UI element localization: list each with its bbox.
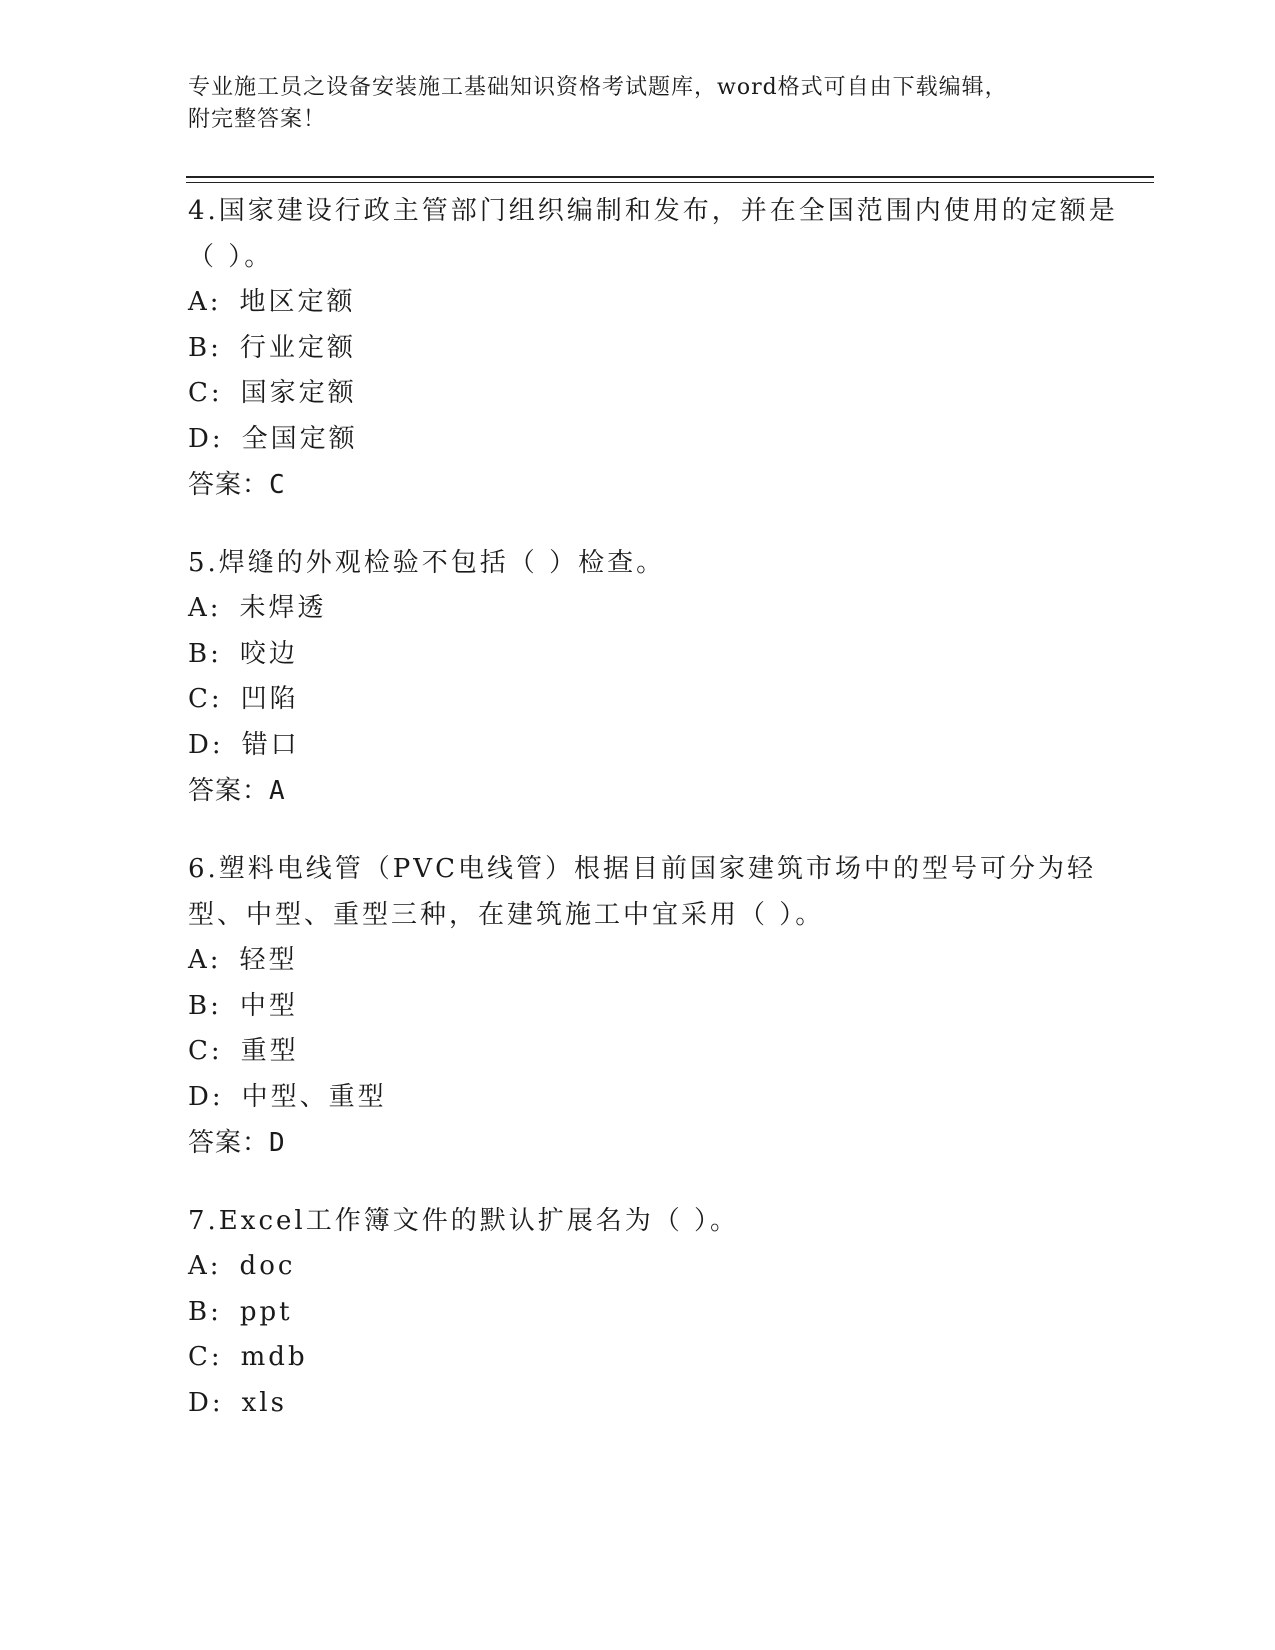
answer-value: C bbox=[269, 470, 286, 500]
option-letter: B: bbox=[188, 638, 222, 669]
option-letter: A: bbox=[188, 1251, 222, 1281]
option-letter: D: bbox=[188, 1387, 224, 1418]
option-text: 中型、重型 bbox=[241, 1081, 387, 1112]
question-list bbox=[188, 188, 1128, 1458]
option-text: 重型 bbox=[240, 1036, 299, 1066]
option-letter: A: bbox=[188, 945, 222, 975]
option-letter: B: bbox=[188, 332, 222, 363]
option-text: 未焊透 bbox=[239, 593, 327, 623]
answer-line bbox=[188, 462, 1128, 508]
option-text: 全国定额 bbox=[241, 423, 358, 454]
option-letter: D: bbox=[188, 729, 224, 760]
option-b bbox=[188, 984, 1128, 1030]
option-letter: D: bbox=[188, 1081, 224, 1112]
answer-label: 答案： bbox=[188, 776, 270, 806]
answer-value: A bbox=[269, 776, 286, 806]
option-d bbox=[188, 1381, 1128, 1427]
option-letter: C: bbox=[188, 684, 223, 714]
option-letter: A: bbox=[188, 593, 222, 623]
option-text: 凹陷 bbox=[240, 684, 299, 714]
option-text: xls bbox=[241, 1387, 287, 1418]
option-text: 错口 bbox=[241, 729, 300, 760]
option-a bbox=[188, 280, 1128, 326]
question-7 bbox=[188, 1198, 1128, 1426]
option-c bbox=[188, 1029, 1128, 1075]
header-line-1: 专业施工员之设备安装施工基础知识资格考试题库，word格式可自由下载编辑， bbox=[188, 75, 1008, 100]
option-letter: C: bbox=[188, 378, 223, 408]
option-text: mdb bbox=[240, 1342, 308, 1372]
question-4 bbox=[188, 188, 1128, 508]
option-c bbox=[188, 1335, 1128, 1381]
question-stem: 4.国家建设行政主管部门组织编制和发布，并在全国范围内使用的定额是（ ）。 bbox=[188, 196, 1118, 272]
document-header bbox=[188, 72, 1068, 136]
answer-line bbox=[188, 768, 1128, 814]
option-c bbox=[188, 371, 1128, 417]
option-d bbox=[188, 417, 1128, 463]
option-text: ppt bbox=[239, 1296, 293, 1327]
option-d bbox=[188, 1075, 1128, 1121]
option-text: 国家定额 bbox=[240, 378, 357, 408]
answer-line bbox=[188, 1120, 1128, 1166]
header-line-2: 附完整答案！ bbox=[188, 107, 327, 132]
option-b bbox=[188, 632, 1128, 678]
option-text: 中型 bbox=[239, 990, 298, 1021]
header-divider-thick bbox=[186, 176, 1154, 178]
answer-value: D bbox=[269, 1128, 286, 1158]
option-b bbox=[188, 1290, 1128, 1336]
question-stem: 5.焊缝的外观检验不包括（ ）检查。 bbox=[188, 548, 666, 578]
option-a bbox=[188, 586, 1128, 632]
option-d bbox=[188, 723, 1128, 769]
question-stem: 6.塑料电线管（PVC电线管）根据目前国家建筑市场中的型号可分为轻型、中型、重型三种，在建筑施工中宜采用（ ）。 bbox=[188, 854, 1096, 930]
option-text: 行业定额 bbox=[239, 332, 356, 363]
answer-label: 答案： bbox=[188, 470, 270, 500]
option-letter: A: bbox=[188, 287, 222, 317]
option-a bbox=[188, 1244, 1128, 1290]
option-c bbox=[188, 677, 1128, 723]
option-text: 地区定额 bbox=[239, 287, 356, 317]
question-5 bbox=[188, 540, 1128, 814]
option-letter: C: bbox=[188, 1342, 223, 1372]
option-text: doc bbox=[239, 1251, 296, 1281]
option-b bbox=[188, 326, 1128, 372]
header-divider-thin bbox=[186, 182, 1154, 183]
option-text: 咬边 bbox=[239, 638, 298, 669]
option-text: 轻型 bbox=[239, 945, 298, 975]
answer-label: 答案： bbox=[188, 1128, 270, 1158]
question-6 bbox=[188, 846, 1128, 1166]
option-letter: C: bbox=[188, 1036, 223, 1066]
question-stem: 7.Excel工作簿文件的默认扩展名为（ ）。 bbox=[188, 1206, 739, 1236]
option-letter: D: bbox=[188, 423, 224, 454]
option-letter: B: bbox=[188, 1296, 222, 1327]
option-a bbox=[188, 938, 1128, 984]
option-letter: B: bbox=[188, 990, 222, 1021]
